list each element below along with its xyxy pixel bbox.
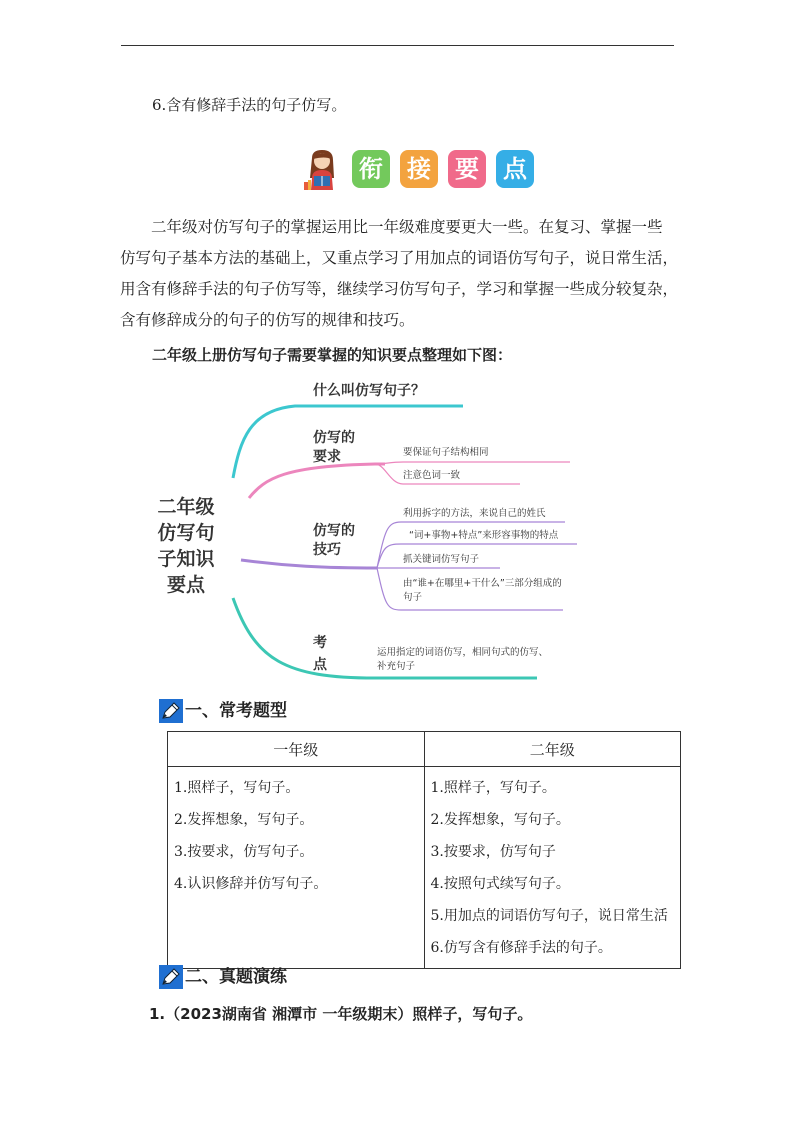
mindmap-branch-1: 什么叫仿写句子？: [313, 383, 425, 399]
mindmap-leaf: 抓关键词仿写句子: [403, 554, 480, 565]
pen-icon: [159, 699, 183, 723]
list-item: 6.仿写含有修辞手法的句子。: [430, 940, 612, 956]
list-item: 2.发挥想象，写句子。: [174, 812, 314, 828]
teacher-reading-icon: [300, 148, 348, 192]
table-header: 二年级: [424, 732, 681, 767]
banner-char-2: 接: [400, 150, 438, 188]
mindmap-leaf: 利用拆字的方法，来说自己的姓氏: [403, 508, 546, 519]
leaf-line: [375, 462, 570, 464]
table-cell-grade1: [168, 767, 425, 969]
heading-item-6: 6.含有修辞手法的句子仿写。: [152, 96, 347, 114]
section-2-title: 二、真题演练: [185, 967, 287, 987]
mindmap: [145, 370, 605, 685]
section-1-title: 一、常考题型: [185, 701, 287, 721]
mindmap-leaf: 由“谁+在哪里+干什么”三部分组成的句子: [403, 578, 562, 603]
banner-char-4: 点: [496, 150, 534, 188]
intro-line: 仿写句子基本方法的基础上，又重点学习了用加点的词语仿写句子，说日常生活，: [120, 249, 679, 267]
list-item: 1.照样子，写句子。: [174, 780, 300, 796]
header-rule: [121, 45, 674, 46]
mindmap-branch-3: 仿写的技巧: [313, 523, 355, 558]
mindmap-leaf: 运用指定的词语仿写，相同句式的仿写、补充句子: [377, 647, 549, 672]
mindmap-center: 二年级仿写句子知识要点: [157, 496, 215, 596]
intro-line: 用含有修辞手法的句子仿写等，继续学习仿写句子，学习和掌握一些成分较复杂，: [120, 280, 679, 298]
list-item: 4.认识修辞并仿写句子。: [174, 876, 328, 892]
mindmap-branch-2: 仿写的要求: [313, 430, 355, 465]
list-item: 3.按要求，仿写句子: [430, 844, 556, 860]
banner-char-3: 要: [448, 150, 486, 188]
list-item: 4.按照句式续写句子。: [430, 876, 570, 892]
mindmap-branch-4: 考点: [313, 635, 327, 673]
intro-line: 含有修辞成分的句子的仿写的规律和技巧。: [120, 311, 415, 329]
list-item: 1.照样子，写句子。: [430, 780, 556, 796]
table-header: 一年级: [168, 732, 425, 767]
summary-line: 二年级上册仿写句子需要掌握的知识要点整理如下图：: [152, 346, 513, 364]
pen-icon: [159, 965, 183, 989]
question-1: 1.（2023湖南省 湘潭市 一年级期末）照样子，写句子。: [149, 1005, 533, 1023]
branch-line: [249, 464, 385, 498]
branch-line: [241, 560, 377, 568]
mindmap-leaf: 注意色词一致: [403, 470, 461, 481]
question-types-table: [167, 731, 681, 969]
banner-char-1: 衔: [352, 150, 390, 188]
mindmap-leaf: “词+事物+特点”来形容事物的特点: [409, 530, 559, 541]
mindmap-leaf: 要保证句子结构相同: [403, 447, 489, 458]
intro-paragraph: [120, 212, 680, 336]
table-cell-grade2: [424, 767, 681, 969]
list-item: 2.发挥想象，写句子。: [430, 812, 570, 828]
intro-line: 二年级对仿写句子的掌握运用比一年级难度要更大一些。在复习、掌握一些: [151, 218, 663, 236]
list-item: 3.按要求，仿写句子。: [174, 844, 314, 860]
list-item: 5.用加点的词语仿写句子，说日常生活: [430, 908, 668, 924]
